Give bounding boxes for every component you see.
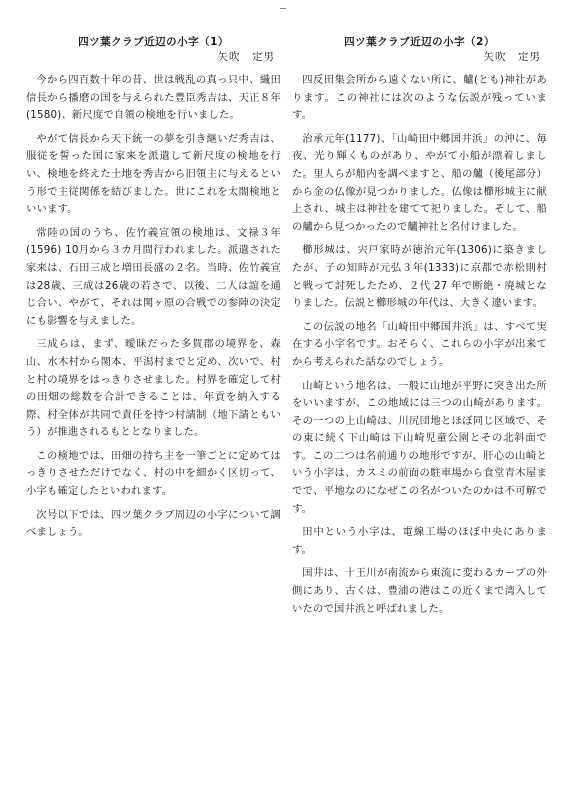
right-paragraph: 山崎という地名は、一般に山地が平野に突き出た所をいいますが、この地域には三つの山崎があります。その一つの上山崎は、川尻団地とほぼ同じ区域で、その東に続く下山崎は下山崎児童公園とその北斜面です。この二つは名前通りの地形ですが、肝心の山崎という小字は、カスミの前面の駐車場から食堂青木屋までで、平地なのになぜこの名がついたのかは不可解です。 <box>292 379 547 515</box>
right-paragraph: 治承元年(1177)、「山崎田中郷国井浜」の沖に、毎夜、光り輝くものがあり、やがて小船が漂着しました。里人らが船内を調べますと、船の艫（後尾部分）から金の仏像が見つかりました。仏像は櫛形城主に献上され、城主は神社を建てて祀りました。そして、船の艫から見つかったので艫神社と名付けました。 <box>292 132 547 233</box>
right-paragraph: この伝説の地名「山崎田中郷国井浜」は、すべて実在する小字名です。おそらく、これらの小字が出来てから考えられた話なのでしょう。 <box>292 320 547 368</box>
right-column <box>292 34 547 624</box>
left-article-title: 四ツ葉クラブ近辺の小字（1） <box>78 36 229 48</box>
left-paragraph: 今から四百数十年の昔、世は戦乱の真っ只中、織田信長から播磨の国を与えられた豊臣秀吉は、天正８年(1580)、新尺度で自領の検地を行いました。 <box>26 74 281 122</box>
page-mark <box>280 8 286 9</box>
left-paragraph: やがて信長から天下統一の夢を引き継いだ秀吉は、服従を誓った国に家来を派遣して新尺度の検地を行い、検地を終えた土地を秀吉から旧領主に与えるという形で主従関係を結びました。世にこれを太閤検地といいます。 <box>26 132 281 216</box>
right-article-title: 四ツ葉クラブ近辺の小字（2） <box>344 36 495 48</box>
right-paragraph: 四反田集会所から遠くない所に、艫(とも)神社があります。この神社には次のような伝説が残っています。 <box>292 74 547 122</box>
left-article-author: 矢吹 定男 <box>217 51 275 63</box>
right-paragraph: 田中という小字は、電線工場のほぼ中央にあります。 <box>292 526 547 556</box>
right-paragraph: 国井は、十王川が南流から東流に変わるカーブの外側にあり、古くは、豊浦の港はこの近くまで湾入していたので国井浜と呼ばれました。 <box>292 567 547 615</box>
left-paragraph: 次号以下では、四ツ葉クラブ周辺の小字について調べましょう。 <box>26 508 281 539</box>
left-paragraph: 常陸の国のうち、佐竹義宣領の検地は、文禄３年(1596) 10月から３カ月間行われました。派遣された家来は、石田三成と増田長盛の２名。当時、佐竹義宣は28歳、三成は26歳の若さで、以後、二人は誼を通じ合い、やがて、それは関ヶ原の合戦での参陣の決定にも影響を与えました。 <box>26 226 281 327</box>
left-paragraph: この検地では、田畑の持ち主を一筆ごとに定めてはっきりさせただけでなく、村の中を細かく区切って、小字も確定したといわれます。 <box>26 449 281 498</box>
right-paragraph: 櫛形城は、宍戸家時が徳治元年(1306)に築きましたが、子の知時が元弘３年(1333)に京都で赤松則村と戦って討死したため、２代 27 年で断絶・廃城となりました。伝説と櫛形城の年代は、大きく違います。 <box>292 244 547 310</box>
left-column <box>26 34 281 548</box>
right-article-author: 矢吹 定男 <box>483 51 541 63</box>
left-paragraph: 三成らは、まず、曖昧だった多賀郡の境界を、森山、水木村から関本、平潟村までと定め、次いで、村と村の境界をはっきりさせました。村界を確定して村の田畑の総数を合計できることは、年貢を納入する際、村全体が共同で責任を持つ村請制（地下請ともいう）が推進されるもととなりました。 <box>26 338 281 439</box>
